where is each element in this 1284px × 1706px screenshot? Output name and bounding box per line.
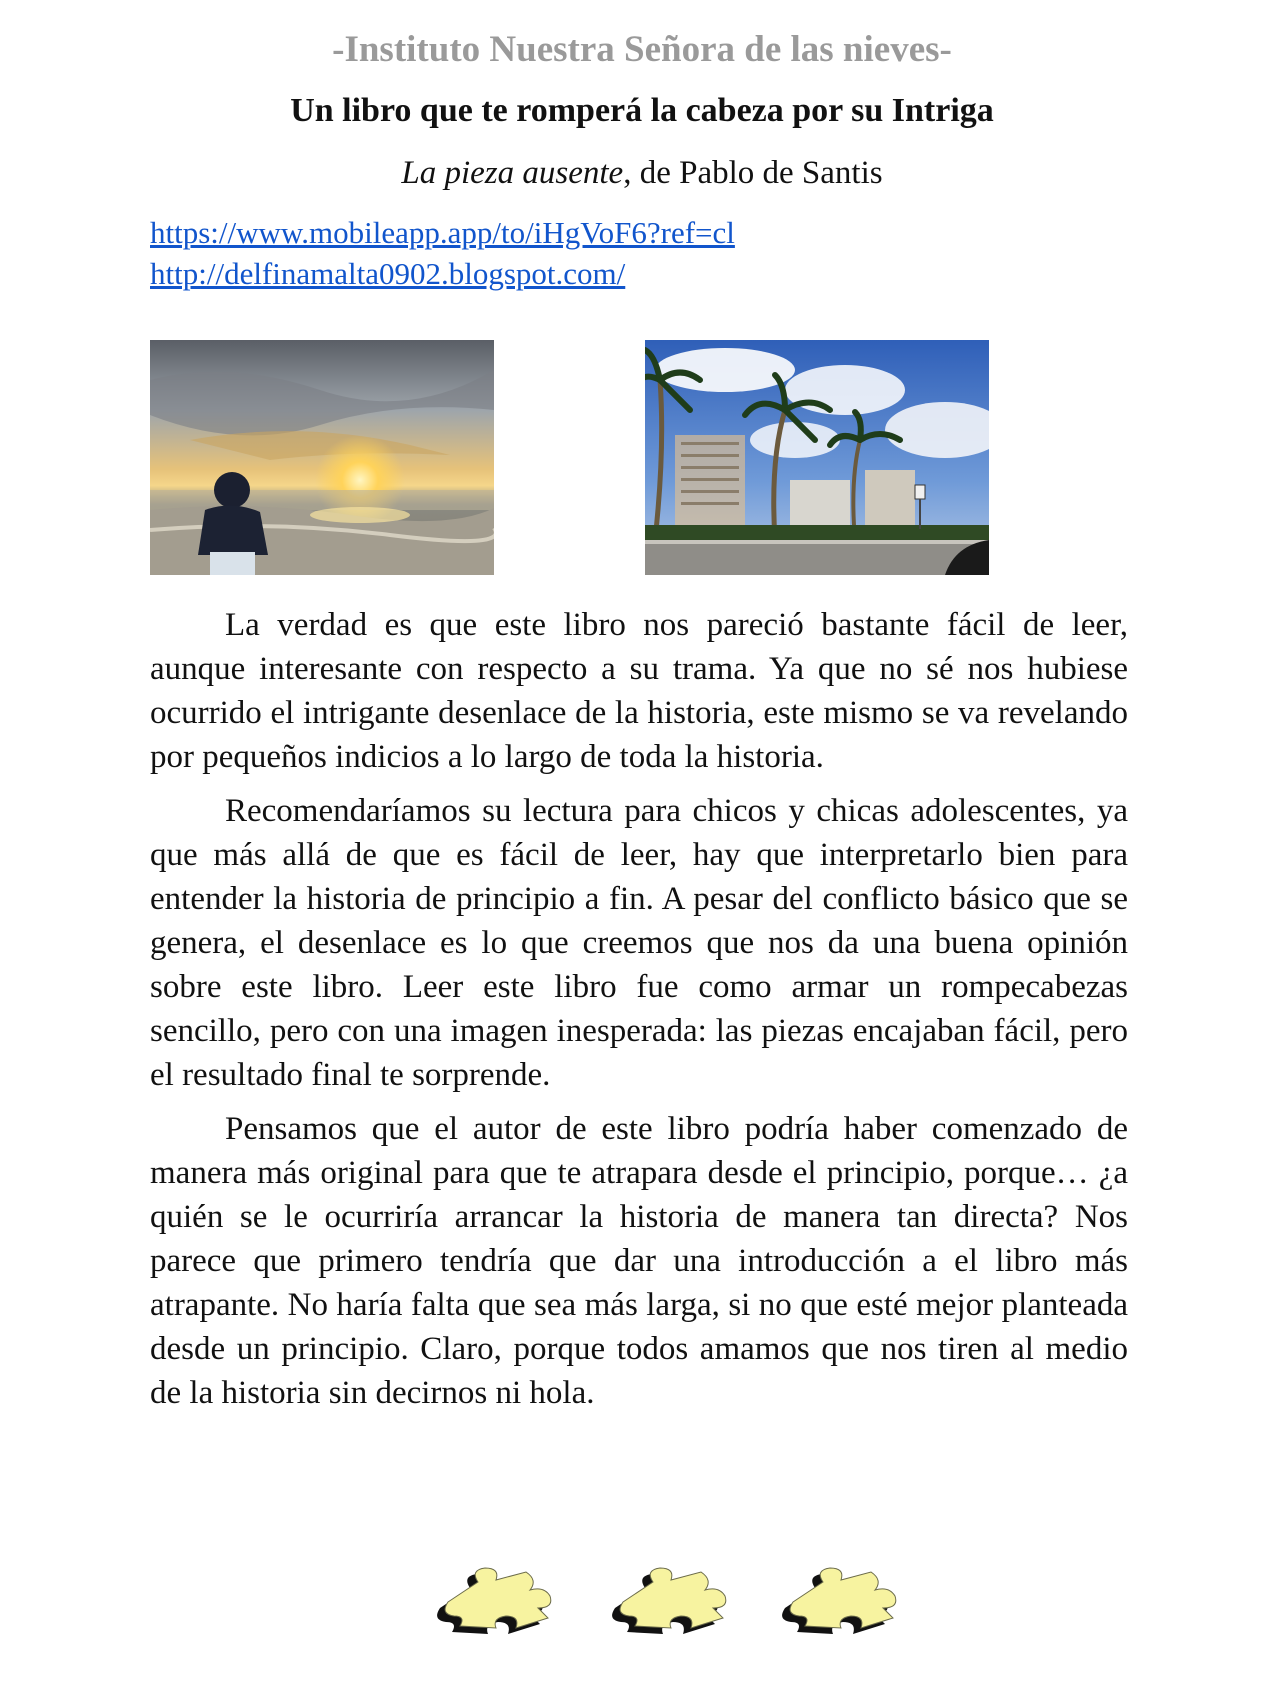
- beach-sunset-photo: [150, 340, 494, 575]
- link-blog[interactable]: http://delfinamalta0902.blogspot.com/: [150, 256, 626, 291]
- paragraph-1: La verdad es que este libro nos pareció bastante fácil de leer, aunque interesante con respecto a su trama. Ya que no sé nos hubiese ocurrido el intrigante desenlace de la historia, este mismo se va revelando por pequeños indicios a lo largo de toda la historia.: [150, 607, 1128, 775]
- puzzle-piece-icon: [775, 1560, 925, 1635]
- links-block: [150, 212, 735, 294]
- book-author: , de Pablo de Santis: [623, 155, 883, 191]
- school-name: -Instituto Nuestra Señora de las nieves-: [332, 29, 952, 70]
- puzzle-piece-icon: [605, 1560, 755, 1635]
- palm-trees-city-photo: [645, 340, 989, 575]
- link-mobileapp[interactable]: https://www.mobileapp.app/to/iHgVoF6?ref=cl: [150, 215, 735, 250]
- book-title: La pieza ausente: [401, 155, 624, 191]
- puzzle-decoration: [430, 1560, 930, 1640]
- paragraph-3: Pensamos que el autor de este libro podría haber comenzado de manera más original para que te atrapara desde el principio, porque… ¿a quién se le ocurriría arrancar la historia de manera tan directa? Nos parece que primero tendría que dar una introducción a el libro más atrapante. No haría falta que sea más larga, si no que esté mejor planteada desde un principio. Claro, porque todos amamos que nos tiren al medio de la historia sin decirnos ni hola.: [150, 1111, 1128, 1411]
- review-body: [150, 603, 1128, 1425]
- paragraph-2: Recomendaríamos su lectura para chicos y chicas adolescentes, ya que más allá de que es fácil de leer, hay que interpretarlo bien para entender la historia de principio a fin. A pesar del conflicto básico que se genera, el desenlace es lo que creemos que nos da una buena opinión sobre este libro. Leer este libro fue como armar un rompecabezas sencillo, pero con una imagen inesperada: las piezas encajaban fácil, pero el resultado final te sorprende.: [150, 793, 1128, 1093]
- book-reference: [0, 155, 1284, 192]
- puzzle-piece-icon: [430, 1560, 580, 1635]
- page-title: Un libro que te romperá la cabeza por su Intriga: [290, 92, 994, 129]
